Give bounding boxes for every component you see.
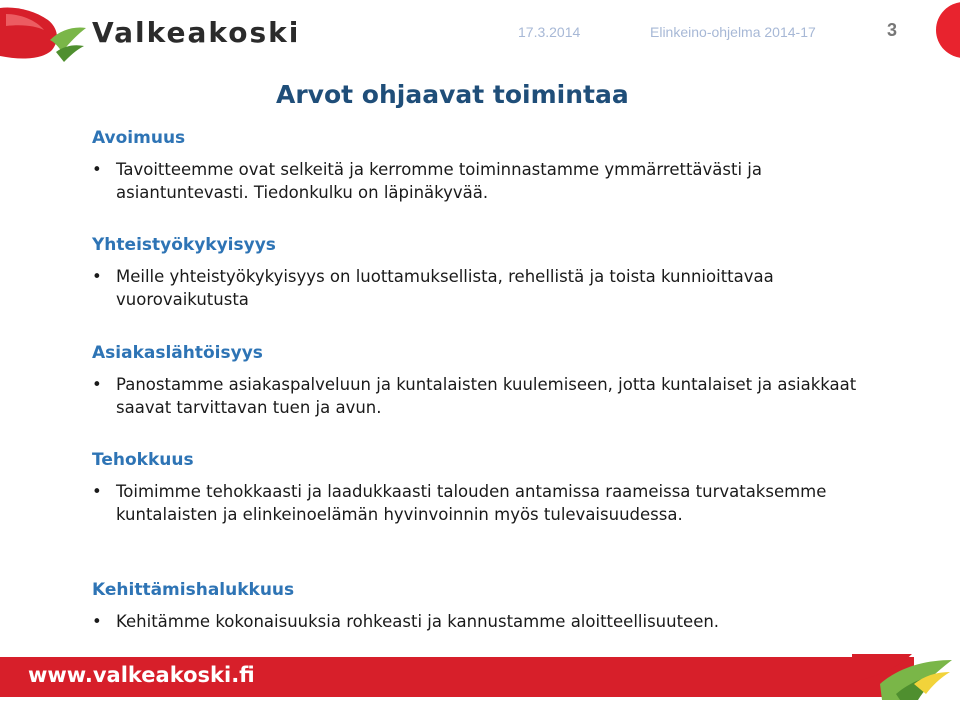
section-heading: Yhteistyökykyisyys [92, 235, 276, 255]
header-date: 17.3.2014 [518, 24, 581, 40]
footer-url: www.valkeakoski.fi [28, 663, 255, 687]
bullet-text: Kehitämme kokonaisuuksia rohkeasti ja kannustamme aloitteellisuuteen. [116, 612, 720, 631]
section-heading: Asiakaslähtöisyys [92, 343, 263, 363]
bullet-item [92, 373, 892, 419]
valkeakoski-emblem-icon [852, 654, 960, 701]
valkeakoski-logo-icon [0, 0, 92, 70]
bullet-item [92, 610, 892, 633]
bullet-text: Panostamme asiakaspalveluun ja kuntalaisten kuulemiseen, jotta kuntalaiset ja asiakkaat saavat tarvittavan tuen ja avun. [116, 375, 857, 417]
section-heading: Kehittämishalukkuus [92, 580, 295, 600]
logo-wordmark: Valkeakoski [92, 16, 301, 49]
bullet-text: Meille yhteistyökykyisyys on luottamuksellista, rehellistä ja toista kunnioittavaa vuorovaikutusta [116, 267, 774, 309]
section-heading: Tehokkuus [92, 450, 194, 470]
section-kehittamishalukkuus [92, 579, 892, 633]
section-avoimuus [92, 127, 892, 204]
page-number: 3 [887, 20, 898, 40]
footer-bar [0, 657, 914, 697]
bullet-text: Tavoitteemme ovat selkeitä ja kerromme toiminnastamme ymmärrettävästi ja asiantuntevasti. Tiedonkulku on läpinäkyvää. [116, 160, 762, 202]
section-yhteistyokykyisyys [92, 234, 892, 311]
bullet-text: Toimimme tehokkaasti ja laadukkaasti talouden antamissa raameissa turvataksemme kuntalaisten ja elinkeinoelämän hyvinvoinnin myös tulevaisuudessa. [116, 482, 827, 524]
section-tehokkuus [92, 449, 892, 526]
section-asiakaslahtoisyys [92, 342, 892, 419]
slide-title: Arvot ohjaavat toimintaa [276, 80, 629, 109]
bullet-item [92, 480, 892, 526]
bullet-item [92, 158, 892, 204]
header-program: Elinkeino-ohjelma 2014-17 [650, 24, 816, 40]
bullet-dot-icon: • [92, 375, 102, 394]
bullet-dot-icon: • [92, 482, 102, 501]
bullet-dot-icon: • [92, 612, 102, 631]
corner-decoration [936, 2, 960, 58]
bullet-item [92, 265, 892, 311]
section-heading: Avoimuus [92, 128, 186, 148]
bullet-dot-icon: • [92, 267, 102, 286]
bullet-dot-icon: • [92, 160, 102, 179]
